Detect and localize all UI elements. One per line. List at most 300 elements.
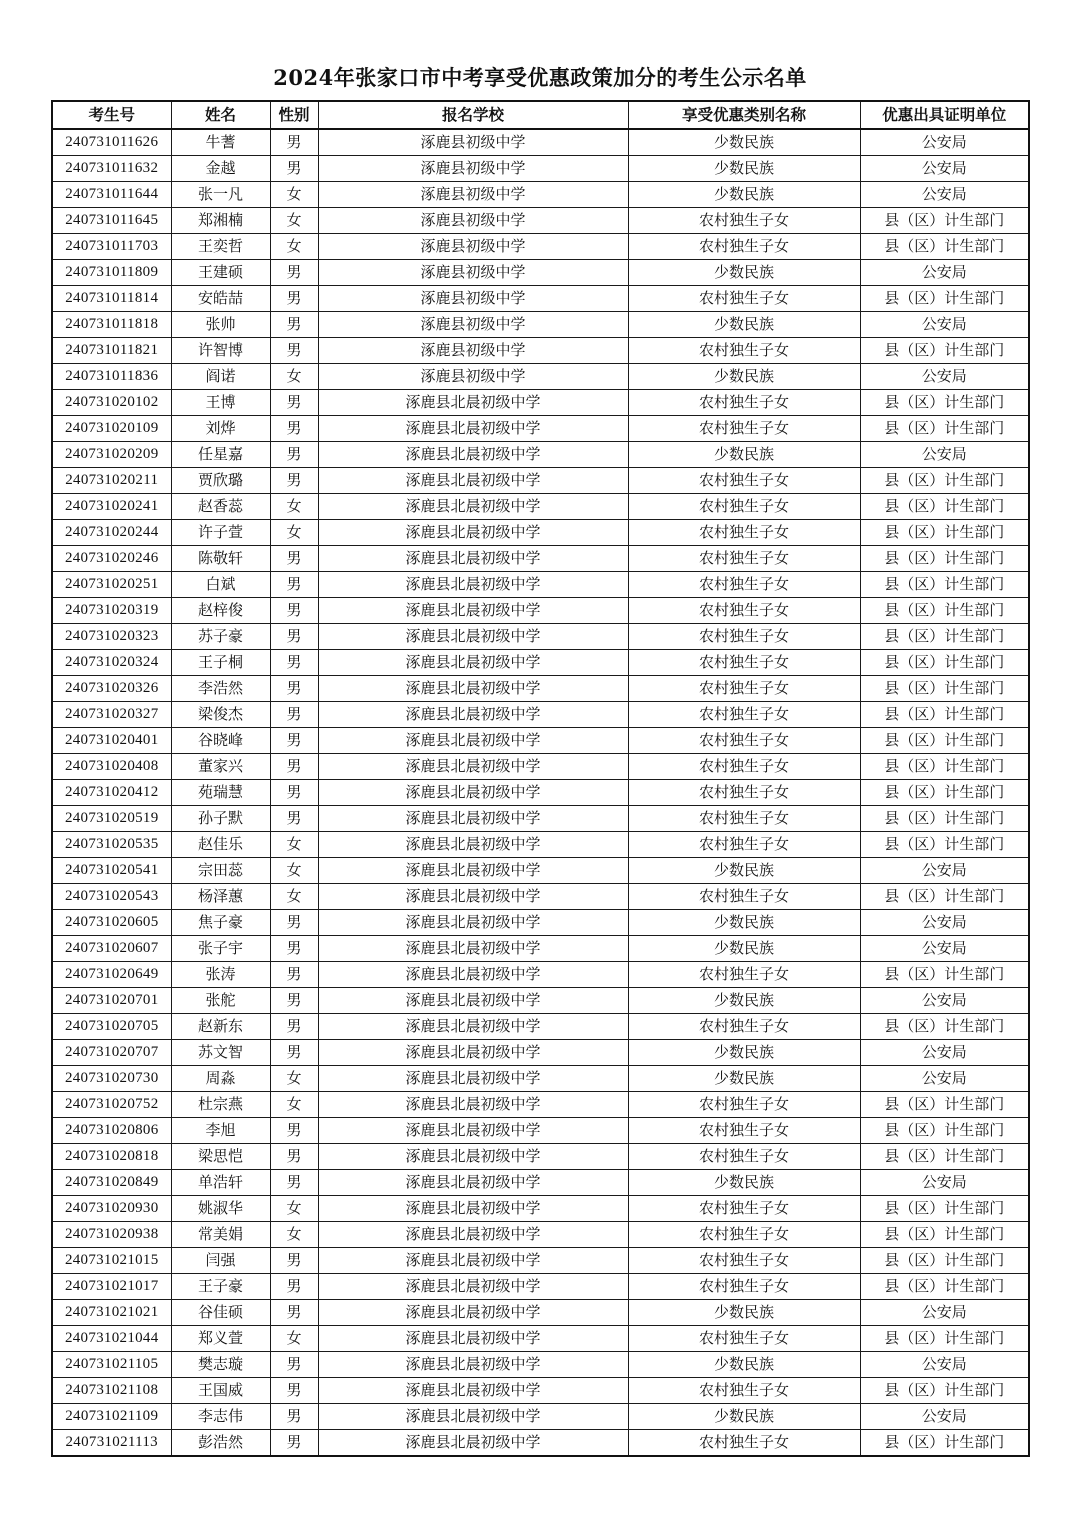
cell-school: 涿鹿县北晨初级中学: [318, 936, 628, 962]
cell-category: 农村独生子女: [628, 728, 860, 754]
cell-student-id: 240731020707: [52, 1040, 171, 1066]
cell-school: 涿鹿县北晨初级中学: [318, 494, 628, 520]
cell-category: 农村独生子女: [628, 1118, 860, 1144]
header-certifying-unit: 优惠出具证明单位: [860, 101, 1029, 129]
cell-gender: 男: [270, 1378, 318, 1404]
table-row: [52, 572, 1029, 598]
cell-certifying-unit: 公安局: [860, 182, 1029, 208]
cell-student-id: 240731020849: [52, 1170, 171, 1196]
cell-name: 王国威: [171, 1378, 270, 1404]
cell-certifying-unit: 县（区）计生部门: [860, 390, 1029, 416]
cell-certifying-unit: 县（区）计生部门: [860, 1118, 1029, 1144]
cell-student-id: 240731020938: [52, 1222, 171, 1248]
table-row: [52, 1092, 1029, 1118]
cell-student-id: 240731020251: [52, 572, 171, 598]
cell-gender: 男: [270, 1170, 318, 1196]
cell-certifying-unit: 公安局: [860, 156, 1029, 182]
cell-school: 涿鹿县北晨初级中学: [318, 780, 628, 806]
cell-student-id: 240731020541: [52, 858, 171, 884]
cell-category: 农村独生子女: [628, 650, 860, 676]
cell-school: 涿鹿县北晨初级中学: [318, 1248, 628, 1274]
cell-student-id: 240731021021: [52, 1300, 171, 1326]
cell-school: 涿鹿县北晨初级中学: [318, 1430, 628, 1457]
cell-category: 农村独生子女: [628, 1378, 860, 1404]
cell-name: 宗田蕊: [171, 858, 270, 884]
cell-student-id: 240731020109: [52, 416, 171, 442]
cell-gender: 女: [270, 208, 318, 234]
cell-name: 杨泽蕙: [171, 884, 270, 910]
cell-category: 少数民族: [628, 1170, 860, 1196]
cell-student-id: 240731020324: [52, 650, 171, 676]
table-row: [52, 676, 1029, 702]
cell-certifying-unit: 公安局: [860, 910, 1029, 936]
cell-category: 农村独生子女: [628, 1430, 860, 1457]
cell-gender: 女: [270, 520, 318, 546]
cell-school: 涿鹿县北晨初级中学: [318, 1092, 628, 1118]
cell-name: 周淼: [171, 1066, 270, 1092]
cell-certifying-unit: 公安局: [860, 1300, 1029, 1326]
cell-category: 农村独生子女: [628, 234, 860, 260]
cell-school: 涿鹿县北晨初级中学: [318, 1066, 628, 1092]
cell-gender: 男: [270, 390, 318, 416]
cell-certifying-unit: 公安局: [860, 312, 1029, 338]
cell-certifying-unit: 县（区）计生部门: [860, 338, 1029, 364]
table-row: [52, 182, 1029, 208]
cell-gender: 女: [270, 182, 318, 208]
header-school: 报名学校: [318, 101, 628, 129]
cell-category: 农村独生子女: [628, 702, 860, 728]
cell-category: 农村独生子女: [628, 572, 860, 598]
cell-gender: 男: [270, 1014, 318, 1040]
cell-school: 涿鹿县初级中学: [318, 182, 628, 208]
cell-name: 张子宇: [171, 936, 270, 962]
cell-name: 赵新东: [171, 1014, 270, 1040]
cell-school: 涿鹿县北晨初级中学: [318, 806, 628, 832]
cell-name: 金越: [171, 156, 270, 182]
cell-category: 农村独生子女: [628, 806, 860, 832]
cell-certifying-unit: 县（区）计生部门: [860, 1144, 1029, 1170]
cell-name: 王奕哲: [171, 234, 270, 260]
cell-name: 樊志璇: [171, 1352, 270, 1378]
table-row: [52, 364, 1029, 390]
cell-name: 赵梓俊: [171, 598, 270, 624]
table-row: [52, 962, 1029, 988]
cell-gender: 男: [270, 442, 318, 468]
cell-school: 涿鹿县北晨初级中学: [318, 962, 628, 988]
cell-student-id: 240731011814: [52, 286, 171, 312]
cell-category: 少数民族: [628, 1040, 860, 1066]
cell-student-id: 240731021017: [52, 1274, 171, 1300]
table-row: [52, 650, 1029, 676]
cell-school: 涿鹿县北晨初级中学: [318, 1352, 628, 1378]
cell-school: 涿鹿县北晨初级中学: [318, 650, 628, 676]
cell-school: 涿鹿县北晨初级中学: [318, 1170, 628, 1196]
cell-student-id: 240731020326: [52, 676, 171, 702]
cell-name: 苏文智: [171, 1040, 270, 1066]
cell-name: 赵佳乐: [171, 832, 270, 858]
cell-name: 许子萱: [171, 520, 270, 546]
table-row: [52, 728, 1029, 754]
header-category: 享受优惠类别名称: [628, 101, 860, 129]
cell-name: 闫强: [171, 1248, 270, 1274]
table-row: [52, 442, 1029, 468]
page-title: 2024年张家口市中考享受优惠政策加分的考生公示名单: [273, 65, 807, 90]
cell-category: 少数民族: [628, 1352, 860, 1378]
cell-category: 少数民族: [628, 442, 860, 468]
cell-certifying-unit: 县（区）计生部门: [860, 1196, 1029, 1222]
cell-gender: 女: [270, 832, 318, 858]
table-body: [52, 129, 1029, 1456]
cell-name: 焦子豪: [171, 910, 270, 936]
cell-school: 涿鹿县北晨初级中学: [318, 1378, 628, 1404]
cell-category: 农村独生子女: [628, 884, 860, 910]
cell-certifying-unit: 县（区）计生部门: [860, 624, 1029, 650]
table-row: [52, 1326, 1029, 1352]
table-row: [52, 1222, 1029, 1248]
cell-category: 少数民族: [628, 1300, 860, 1326]
cell-school: 涿鹿县初级中学: [318, 312, 628, 338]
cell-student-id: 240731021109: [52, 1404, 171, 1430]
cell-gender: 男: [270, 546, 318, 572]
table-row: [52, 598, 1029, 624]
cell-school: 涿鹿县北晨初级中学: [318, 754, 628, 780]
cell-certifying-unit: 县（区）计生部门: [860, 806, 1029, 832]
cell-name: 白斌: [171, 572, 270, 598]
cell-student-id: 240731011836: [52, 364, 171, 390]
cell-name: 赵香蕊: [171, 494, 270, 520]
cell-school: 涿鹿县北晨初级中学: [318, 1300, 628, 1326]
table-row: [52, 910, 1029, 936]
cell-gender: 男: [270, 1404, 318, 1430]
cell-name: 刘烨: [171, 416, 270, 442]
cell-school: 涿鹿县北晨初级中学: [318, 1040, 628, 1066]
cell-school: 涿鹿县北晨初级中学: [318, 520, 628, 546]
cell-gender: 男: [270, 1274, 318, 1300]
cell-gender: 男: [270, 338, 318, 364]
cell-category: 少数民族: [628, 910, 860, 936]
cell-certifying-unit: 县（区）计生部门: [860, 884, 1029, 910]
cell-name: 苏子豪: [171, 624, 270, 650]
cell-school: 涿鹿县北晨初级中学: [318, 598, 628, 624]
cell-student-id: 240731020211: [52, 468, 171, 494]
cell-name: 许智博: [171, 338, 270, 364]
table-row: [52, 390, 1029, 416]
cell-gender: 男: [270, 962, 318, 988]
cell-school: 涿鹿县北晨初级中学: [318, 910, 628, 936]
cell-student-id: 240731020412: [52, 780, 171, 806]
cell-category: 农村独生子女: [628, 416, 860, 442]
cell-certifying-unit: 县（区）计生部门: [860, 598, 1029, 624]
cell-category: 少数民族: [628, 1404, 860, 1430]
cell-category: 少数民族: [628, 1066, 860, 1092]
cell-gender: 男: [270, 910, 318, 936]
cell-category: 农村独生子女: [628, 1274, 860, 1300]
cell-gender: 女: [270, 364, 318, 390]
cell-certifying-unit: 县（区）计生部门: [860, 208, 1029, 234]
cell-category: 农村独生子女: [628, 1326, 860, 1352]
cell-certifying-unit: 县（区）计生部门: [860, 1248, 1029, 1274]
cell-gender: 男: [270, 286, 318, 312]
table-row: [52, 780, 1029, 806]
cell-school: 涿鹿县初级中学: [318, 156, 628, 182]
cell-school: 涿鹿县北晨初级中学: [318, 858, 628, 884]
cell-student-id: 240731020607: [52, 936, 171, 962]
cell-school: 涿鹿县北晨初级中学: [318, 1118, 628, 1144]
cell-category: 农村独生子女: [628, 754, 860, 780]
cell-category: 农村独生子女: [628, 962, 860, 988]
cell-school: 涿鹿县北晨初级中学: [318, 1274, 628, 1300]
cell-gender: 男: [270, 1300, 318, 1326]
cell-student-id: 240731021108: [52, 1378, 171, 1404]
table-row: [52, 468, 1029, 494]
table-row: [52, 936, 1029, 962]
cell-name: 谷晓峰: [171, 728, 270, 754]
cell-gender: 女: [270, 1092, 318, 1118]
cell-gender: 男: [270, 650, 318, 676]
table-row: [52, 858, 1029, 884]
table-row: [52, 884, 1029, 910]
cell-school: 涿鹿县北晨初级中学: [318, 1326, 628, 1352]
cell-student-id: 240731011626: [52, 129, 171, 156]
table-row: [52, 260, 1029, 286]
cell-school: 涿鹿县北晨初级中学: [318, 1222, 628, 1248]
cell-category: 少数民族: [628, 156, 860, 182]
cell-name: 郑湘楠: [171, 208, 270, 234]
cell-school: 涿鹿县北晨初级中学: [318, 468, 628, 494]
cell-student-id: 240731020701: [52, 988, 171, 1014]
cell-name: 杜宗燕: [171, 1092, 270, 1118]
cell-certifying-unit: 县（区）计生部门: [860, 546, 1029, 572]
cell-student-id: 240731011703: [52, 234, 171, 260]
cell-student-id: 240731011645: [52, 208, 171, 234]
roster-table: [51, 100, 1030, 1457]
cell-school: 涿鹿县北晨初级中学: [318, 728, 628, 754]
cell-category: 农村独生子女: [628, 468, 860, 494]
cell-student-id: 240731021105: [52, 1352, 171, 1378]
cell-certifying-unit: 县（区）计生部门: [860, 572, 1029, 598]
cell-name: 王子桐: [171, 650, 270, 676]
cell-school: 涿鹿县初级中学: [318, 208, 628, 234]
cell-certifying-unit: 公安局: [860, 858, 1029, 884]
cell-gender: 男: [270, 1040, 318, 1066]
cell-certifying-unit: 公安局: [860, 1404, 1029, 1430]
cell-school: 涿鹿县北晨初级中学: [318, 442, 628, 468]
table-row: [52, 1144, 1029, 1170]
cell-gender: 男: [270, 988, 318, 1014]
cell-student-id: 240731020241: [52, 494, 171, 520]
cell-certifying-unit: 公安局: [860, 988, 1029, 1014]
cell-school: 涿鹿县北晨初级中学: [318, 676, 628, 702]
cell-name: 牛蓍: [171, 129, 270, 156]
cell-category: 农村独生子女: [628, 780, 860, 806]
cell-certifying-unit: 公安局: [860, 1040, 1029, 1066]
cell-certifying-unit: 县（区）计生部门: [860, 234, 1029, 260]
cell-certifying-unit: 公安局: [860, 364, 1029, 390]
table-row: [52, 234, 1029, 260]
cell-name: 苑瑞慧: [171, 780, 270, 806]
cell-certifying-unit: 县（区）计生部门: [860, 728, 1029, 754]
cell-school: 涿鹿县初级中学: [318, 260, 628, 286]
cell-gender: 女: [270, 1326, 318, 1352]
cell-student-id: 240731011818: [52, 312, 171, 338]
cell-name: 张涛: [171, 962, 270, 988]
cell-gender: 男: [270, 624, 318, 650]
table-header: [52, 101, 1029, 129]
cell-certifying-unit: 县（区）计生部门: [860, 702, 1029, 728]
cell-school: 涿鹿县初级中学: [318, 286, 628, 312]
table-row: [52, 494, 1029, 520]
cell-certifying-unit: 县（区）计生部门: [860, 1092, 1029, 1118]
cell-gender: 男: [270, 1430, 318, 1457]
cell-student-id: 240731020246: [52, 546, 171, 572]
cell-name: 阎诺: [171, 364, 270, 390]
cell-name: 陈敬轩: [171, 546, 270, 572]
cell-student-id: 240731020244: [52, 520, 171, 546]
cell-category: 农村独生子女: [628, 1222, 860, 1248]
cell-name: 安皓喆: [171, 286, 270, 312]
cell-gender: 男: [270, 806, 318, 832]
header-row: [52, 101, 1029, 129]
table-row: [52, 806, 1029, 832]
cell-name: 张一凡: [171, 182, 270, 208]
cell-gender: 女: [270, 1066, 318, 1092]
table-row: [52, 1066, 1029, 1092]
cell-student-id: 240731020649: [52, 962, 171, 988]
table-row: [52, 416, 1029, 442]
cell-gender: 男: [270, 754, 318, 780]
cell-student-id: 240731020319: [52, 598, 171, 624]
table-row: [52, 129, 1029, 156]
cell-school: 涿鹿县北晨初级中学: [318, 884, 628, 910]
cell-gender: 男: [270, 468, 318, 494]
table-row: [52, 208, 1029, 234]
cell-certifying-unit: 县（区）计生部门: [860, 676, 1029, 702]
cell-certifying-unit: 公安局: [860, 260, 1029, 286]
cell-certifying-unit: 县（区）计生部门: [860, 1222, 1029, 1248]
cell-name: 李志伟: [171, 1404, 270, 1430]
cell-name: 梁俊杰: [171, 702, 270, 728]
table-row: [52, 1118, 1029, 1144]
cell-category: 农村独生子女: [628, 208, 860, 234]
cell-school: 涿鹿县北晨初级中学: [318, 546, 628, 572]
cell-gender: 女: [270, 1222, 318, 1248]
cell-gender: 男: [270, 260, 318, 286]
cell-name: 王子豪: [171, 1274, 270, 1300]
cell-gender: 男: [270, 780, 318, 806]
table-row: [52, 754, 1029, 780]
cell-certifying-unit: 公安局: [860, 442, 1029, 468]
cell-category: 农村独生子女: [628, 520, 860, 546]
cell-school: 涿鹿县北晨初级中学: [318, 702, 628, 728]
cell-student-id: 240731020705: [52, 1014, 171, 1040]
cell-certifying-unit: 县（区）计生部门: [860, 780, 1029, 806]
table-row: [52, 312, 1029, 338]
cell-student-id: 240731021015: [52, 1248, 171, 1274]
cell-category: 农村独生子女: [628, 1248, 860, 1274]
table-row: [52, 1300, 1029, 1326]
cell-name: 贾欣璐: [171, 468, 270, 494]
cell-certifying-unit: 县（区）计生部门: [860, 286, 1029, 312]
cell-category: 农村独生子女: [628, 1196, 860, 1222]
cell-student-id: 240731020519: [52, 806, 171, 832]
cell-name: 姚淑华: [171, 1196, 270, 1222]
cell-gender: 男: [270, 312, 318, 338]
cell-student-id: 240731020930: [52, 1196, 171, 1222]
cell-category: 农村独生子女: [628, 494, 860, 520]
cell-certifying-unit: 公安局: [860, 1066, 1029, 1092]
cell-certifying-unit: 县（区）计生部门: [860, 650, 1029, 676]
cell-school: 涿鹿县北晨初级中学: [318, 1144, 628, 1170]
cell-certifying-unit: 公安局: [860, 129, 1029, 156]
table-row: [52, 1274, 1029, 1300]
cell-school: 涿鹿县北晨初级中学: [318, 988, 628, 1014]
cell-gender: 女: [270, 858, 318, 884]
table-row: [52, 1404, 1029, 1430]
cell-certifying-unit: 县（区）计生部门: [860, 832, 1029, 858]
cell-student-id: 240731020401: [52, 728, 171, 754]
cell-student-id: 240731020102: [52, 390, 171, 416]
cell-certifying-unit: 县（区）计生部门: [860, 1326, 1029, 1352]
table-row: [52, 1014, 1029, 1040]
cell-student-id: 240731020730: [52, 1066, 171, 1092]
cell-name: 任星嘉: [171, 442, 270, 468]
cell-category: 农村独生子女: [628, 546, 860, 572]
cell-student-id: 240731020535: [52, 832, 171, 858]
cell-gender: 男: [270, 598, 318, 624]
cell-school: 涿鹿县北晨初级中学: [318, 572, 628, 598]
table-row: [52, 624, 1029, 650]
cell-name: 李浩然: [171, 676, 270, 702]
cell-school: 涿鹿县北晨初级中学: [318, 624, 628, 650]
cell-student-id: 240731020605: [52, 910, 171, 936]
cell-category: 农村独生子女: [628, 1092, 860, 1118]
cell-category: 农村独生子女: [628, 338, 860, 364]
cell-certifying-unit: 县（区）计生部门: [860, 754, 1029, 780]
cell-certifying-unit: 公安局: [860, 936, 1029, 962]
cell-student-id: 240731020408: [52, 754, 171, 780]
cell-name: 王博: [171, 390, 270, 416]
cell-gender: 男: [270, 676, 318, 702]
cell-gender: 男: [270, 702, 318, 728]
cell-category: 少数民族: [628, 129, 860, 156]
table-row: [52, 1170, 1029, 1196]
cell-student-id: 240731020806: [52, 1118, 171, 1144]
table-row: [52, 520, 1029, 546]
cell-certifying-unit: 县（区）计生部门: [860, 1014, 1029, 1040]
cell-student-id: 240731021113: [52, 1430, 171, 1457]
cell-certifying-unit: 公安局: [860, 1170, 1029, 1196]
cell-name: 梁思恺: [171, 1144, 270, 1170]
table-row: [52, 286, 1029, 312]
table-row: [52, 1040, 1029, 1066]
cell-category: 农村独生子女: [628, 598, 860, 624]
cell-name: 郑义萱: [171, 1326, 270, 1352]
table-row: [52, 1430, 1029, 1457]
cell-student-id: 240731011632: [52, 156, 171, 182]
cell-student-id: 240731020752: [52, 1092, 171, 1118]
table-row: [52, 702, 1029, 728]
cell-category: 少数民族: [628, 312, 860, 338]
cell-gender: 女: [270, 1196, 318, 1222]
cell-certifying-unit: 县（区）计生部门: [860, 468, 1029, 494]
cell-school: 涿鹿县北晨初级中学: [318, 1196, 628, 1222]
cell-school: 涿鹿县初级中学: [318, 364, 628, 390]
table-row: [52, 832, 1029, 858]
cell-category: 农村独生子女: [628, 1144, 860, 1170]
cell-gender: 女: [270, 884, 318, 910]
table-row: [52, 1196, 1029, 1222]
cell-certifying-unit: 公安局: [860, 1352, 1029, 1378]
